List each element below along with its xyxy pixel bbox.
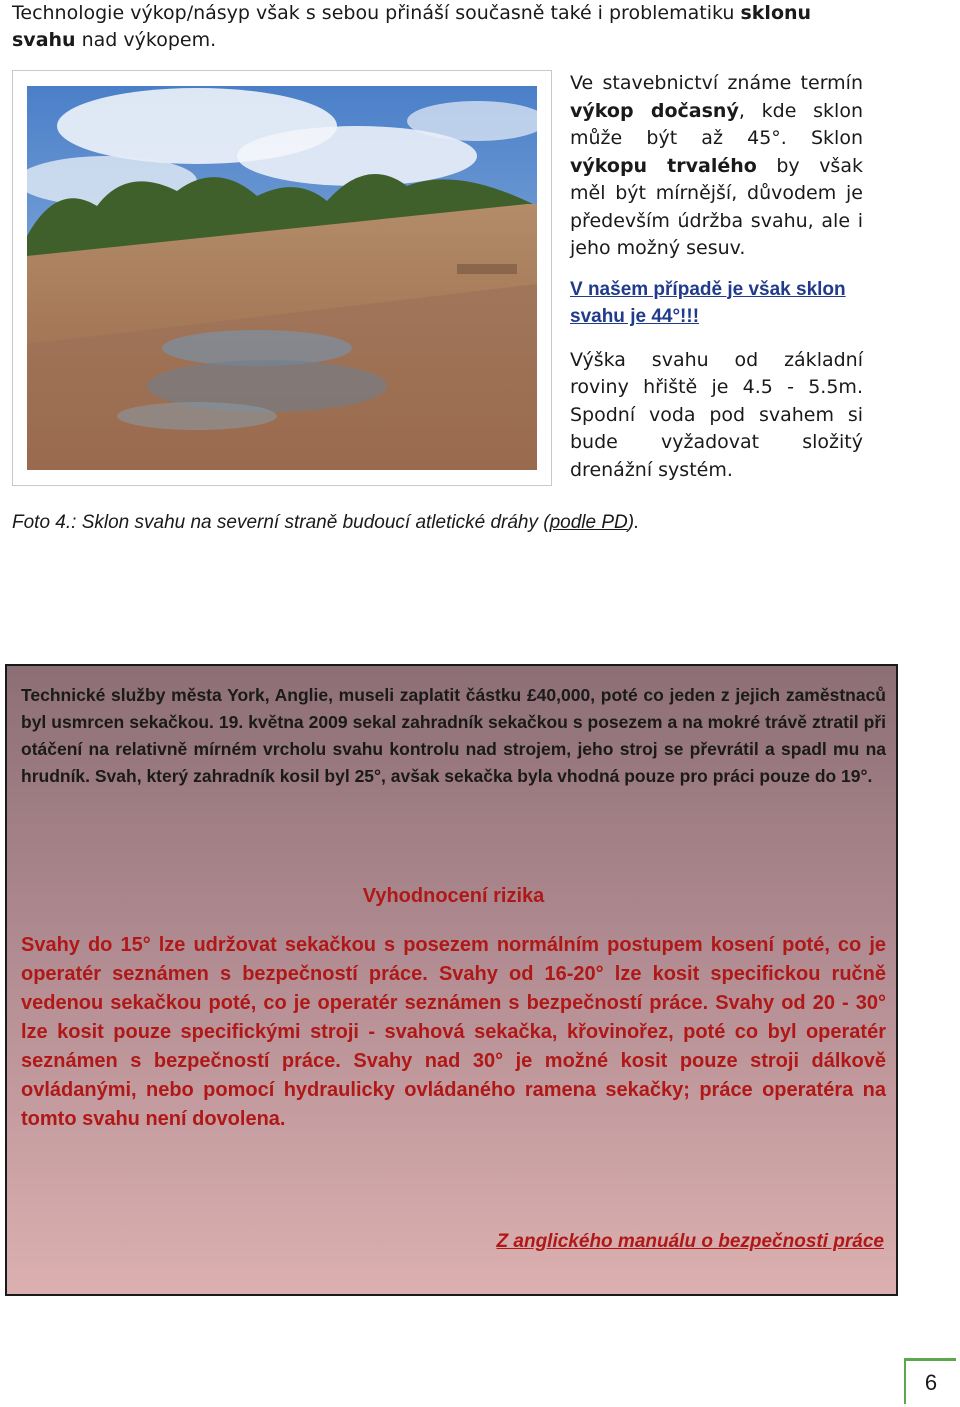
risk-box bbox=[5, 664, 898, 1296]
intro-text-end: nad výkopem. bbox=[75, 29, 217, 51]
slope-angle-note: V našem případě je však sklon svahu je 44°!!! bbox=[570, 278, 846, 327]
risk-text: Svahy do 15° lze udržovat sekačkou s posezem normálním postupem kosení poté, co je operatér seznámen s bezpečností práce. Svahy od 16-20° lze kosit specifickou ručně vedenou sekačkou poté, co je operatér seznámen s bezpečností práce. Svahy od 20 - 30° lze kosit pouze specifickými stroji - svahová sekačka, křovinořez, poté co byl operatér seznámen s bezpečností práce. Svahy nad 30° je možné kosit pouze stroji dálkově ovládanými, nebo pomocí hydraulicky ovládaného ramena sekačky; práce operatéra na tomto svahu není dovolena. bbox=[21, 934, 886, 1130]
slope-photo-image bbox=[27, 86, 537, 470]
incident-text: Technické služby města York, Anglie, museli zaplatit částku £40,000, poté co jeden z jejich zaměstnaců byl usmrcen sekačkou. 19. května 2009 sekal zahradník sekačkou s posezem a na mokré trávě ztratil při otáčení na relativně mírném vrcholu svahu kontrolu nad strojem, jeho stroj se převrátil a spadl mu na hrudník. Svah, který zahradník kosil byl 25°, avšak sekačka byla vhodná pouze pro práci pouze do 19°. bbox=[21, 685, 886, 786]
page-number: 6 bbox=[904, 1358, 956, 1404]
intro-paragraph bbox=[12, 0, 872, 54]
intro-text: Technologie výkop/násyp však s sebou přináší současně také i problematiku bbox=[12, 2, 741, 24]
slope-photo bbox=[12, 70, 552, 486]
intro-emphasis: sklonu svahu bbox=[12, 2, 812, 51]
source-note: Z anglického manuálu o bezpečnosti práce bbox=[496, 1231, 884, 1252]
slope-definition: Ve stavebnictví známe termín výkop dočasný, kde sklon může být až 45°. Sklon výkopu trvalého by však měl být mírnější, důvodem je především údržba svahu, ale i jeho možný sesuv. bbox=[570, 72, 863, 259]
photo-caption: Foto 4.: Sklon svahu na severní straně budoucí atletické dráhy (podle PD). bbox=[12, 512, 640, 533]
slope-height-note: Výška svahu od základní roviny hřiště je 4.5 - 5.5m. Spodní voda pod svahem si bude vyžadovat složitý drenážní systém. bbox=[570, 348, 863, 481]
slope-description bbox=[570, 70, 863, 484]
risk-title: Vyhodnocení rizika bbox=[362, 885, 545, 907]
